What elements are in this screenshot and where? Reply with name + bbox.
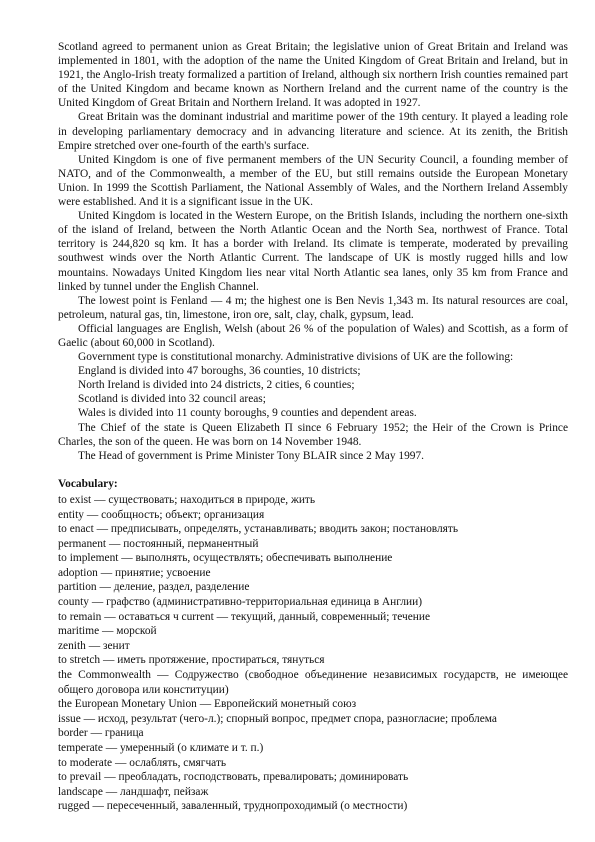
vocabulary-definition: оставаться ч current — текущий, данный, современный; течение: [118, 610, 431, 623]
vocabulary-definition: морской: [116, 625, 157, 638]
vocabulary-item: [58, 508, 568, 523]
vocabulary-item: [58, 770, 568, 785]
vocabulary-term: to remain: [58, 610, 102, 623]
vocabulary-separator: —: [101, 625, 114, 638]
vocabulary-item: [58, 756, 568, 771]
vocabulary-item: [58, 580, 568, 595]
vocabulary-item: [58, 610, 568, 625]
vocabulary-item: [58, 522, 568, 537]
vocabulary-separator: —: [88, 639, 101, 652]
vocabulary-term: partition: [58, 581, 97, 594]
vocabulary-definition: преобладать, господствовать, превалировать; доминировать: [118, 771, 409, 784]
vocabulary-separator: —: [105, 742, 118, 754]
vocabulary-term: to implement: [58, 552, 119, 565]
vocabulary-definition: умеренный (о климате и т. п.): [120, 742, 264, 754]
vocabulary-item: [58, 595, 568, 610]
vocabulary-definition: постоянный, перманентный: [123, 537, 259, 550]
paragraph-scotland-divisions: Scotland is divided into 32 council areas;: [78, 393, 266, 406]
vocabulary-item: [58, 537, 568, 552]
vocabulary-item: [58, 799, 568, 814]
vocabulary-term: issue: [58, 712, 81, 725]
vocabulary-definition: Европейский монетный союз: [213, 698, 357, 711]
vocabulary-item: [58, 726, 568, 741]
vocabulary-definition: Содружество (свободное объединение независимых государств, не имеющее общего договора или конституции): [58, 669, 569, 696]
vocabulary-separator: —: [157, 669, 169, 682]
vocabulary-separator: —: [92, 800, 104, 813]
vocabulary-term: rugged: [58, 800, 90, 813]
vocabulary-definition: графство (административно-территориальная единица в Англии): [106, 596, 423, 609]
vocabulary-term: permanent: [58, 537, 107, 550]
vocabulary-definition: предписывать, определять, устанавливать; вводить закон; постановлять: [110, 523, 459, 536]
vocabulary-separator: —: [99, 581, 111, 594]
vocabulary-term: zenith: [58, 639, 86, 652]
vocabulary-item: [58, 551, 568, 566]
vocabulary-separator: —: [91, 596, 104, 609]
vocabulary-term: border: [58, 727, 88, 740]
paragraph-languages: Official languages are English, Welsh (about 26 % of the population of Wales) and Scottish, as a form of Gaelic (about 60,000 in Scotland).: [58, 322, 568, 349]
vocabulary-term: adoption: [58, 566, 98, 579]
vocabulary-separator: —: [94, 493, 106, 506]
paragraph-geography: United Kingdom is located in the Western Europe, on the British Islands, including the northern one-sixth of the island of Ireland, between the North Atlantic Ocean and the North Sea, northwest of France. Total territory is 244,820 sq km. It has a border with Ireland. Its climate is temperate, moderated by prevailing southwest winds over the North Atlantic Current. The landscape of UK is mostly rugged hills and low mountains. Nowadays United Kingdom lies near vital North Atlantic sea lanes, only 35 km from France and linked by tunnel under the English Channel.: [58, 210, 568, 293]
vocabulary-term: landscape: [58, 785, 103, 798]
vocabulary-separator: —: [108, 537, 121, 550]
vocabulary-definition: зенит: [102, 639, 130, 652]
vocabulary-separator: —: [96, 523, 108, 536]
vocabulary-separator: —: [100, 566, 113, 579]
vocabulary-definition: существовать; находиться в природе, жить: [108, 493, 316, 506]
vocabulary-term: the Commonwealth: [58, 669, 151, 682]
vocabulary-heading: Vocabulary:: [58, 477, 118, 490]
vocabulary-term: maritime: [58, 625, 100, 638]
vocabulary-list: [58, 493, 568, 814]
vocabulary-separator: —: [90, 727, 102, 740]
vocabulary-term: to stretch: [58, 654, 101, 667]
vocabulary-definition: иметь протяжение, простираться, тянуться: [117, 654, 325, 667]
vocabulary-separator: —: [86, 508, 99, 521]
vocabulary-item: [58, 624, 568, 639]
vocabulary-term: to exist: [58, 493, 92, 506]
vocabulary-term: to enact: [58, 523, 94, 536]
vocabulary-item: [58, 566, 568, 581]
vocabulary-item: [58, 493, 568, 508]
paragraph-international-membership: United Kingdom is one of five permanent members of the UN Security Council, a founding member of NATO, and of the Commonwealth, a member of the EU, but still remains outside the European Monetary Union. In 1999 the Scottish Parliament, the National Assembly of Wales, and the Northern Ireland Assembly were established. And it is a significant issue in the UK.: [58, 153, 568, 209]
paragraph-government-type: Government type is constitutional monarchy. Administrative divisions of UK are the following:: [78, 351, 514, 364]
vocabulary-item: [58, 668, 568, 697]
vocabulary-definition: деление, раздел, разделение: [113, 581, 250, 594]
vocabulary-separator: —: [199, 698, 212, 711]
vocabulary-definition: сообщность; объект; организация: [101, 508, 265, 521]
vocabulary-term: entity: [58, 508, 84, 521]
vocabulary-separator: —: [102, 654, 115, 667]
paragraph-england-divisions: England is divided into 47 boroughs, 36 counties, 10 districts;: [78, 365, 361, 378]
vocabulary-item: [58, 639, 568, 654]
document-page: [58, 40, 568, 814]
vocabulary-term: to prevail: [58, 771, 102, 784]
paragraph-north-ireland-divisions: North Ireland is divided into 24 districts, 2 cities, 6 counties;: [78, 379, 355, 392]
vocabulary-definition: ландшафт, пейзаж: [120, 785, 209, 798]
paragraph-union-history: Scotland agreed to permanent union as Great Britain; the legislative union of Great Britain and Ireland was implemented in 1801, with the adoption of the name the United Kingdom of Great Britain and Ireland, but in 1921, the Anglo-Irish treaty formalized a partition of Ireland, although six northern Irish counties remained part of the United Kingdom and became known as Northern Ireland and the current name of the country is the United Kingdom of Great Britain and Northern Ireland. It was adopted in 1927.: [58, 41, 568, 110]
vocabulary-definition: принятие; усвоение: [114, 566, 211, 579]
paragraph-elevation-resources: The lowest point is Fenland — 4 m; the highest one is Ben Nevis 1,343 m. Its natural resources are coal, petroleum, natural gas, tin, limestone, iron ore, salt, clay, chalk, gypsum, lead.: [58, 294, 568, 321]
vocabulary-separator: —: [114, 756, 127, 769]
vocabulary-separator: —: [83, 712, 96, 725]
vocabulary-item: [58, 653, 568, 668]
vocabulary-definition: граница: [104, 727, 144, 740]
vocabulary-definition: выполнять, осуществлять; обеспечивать выполнение: [135, 552, 393, 565]
vocabulary-separator: —: [104, 771, 116, 784]
paragraph-head-of-government: The Head of government is Prime Minister Tony BLAIR since 2 May 1997.: [78, 449, 425, 462]
vocabulary-item: [58, 785, 568, 800]
vocabulary-term: the European Monetary Union: [58, 698, 197, 711]
vocabulary-definition: пересеченный, заваленный, труднопроходимый (о местности): [106, 800, 408, 813]
paragraph-wales-divisions: Wales is divided into 11 county boroughs, 9 counties and dependent areas.: [78, 407, 417, 420]
vocabulary-separator: —: [105, 785, 118, 798]
vocabulary-separator: —: [104, 610, 116, 623]
vocabulary-definition: исход, результат (чего-л.); спорный вопрос, предмет спора, разногласие; проблема: [97, 712, 497, 725]
vocabulary-term: county: [58, 596, 90, 609]
vocabulary-separator: —: [121, 552, 133, 565]
vocabulary-definition: ослаблять, смягчать: [129, 756, 227, 769]
paragraph-maritime-power: Great Britain was the dominant industrial and maritime power of the 19th century. It played a leading role in developing parliamentary democracy and in advancing literature and science. At its zenith, the British Empire stretched over one-fourth of the earth's surface.: [58, 111, 568, 152]
vocabulary-item: [58, 712, 568, 727]
paragraph-chief-of-state: The Chief of the state is Queen Elizabeth П since 6 February 1952; the Heir of the Crown is Prince Charles, the son of the queen. He was born on 14 November 1948.: [58, 421, 568, 448]
vocabulary-term: to moderate: [58, 756, 113, 769]
vocabulary-item: [58, 697, 568, 712]
vocabulary-term: temperate: [58, 742, 103, 754]
vocabulary-item: [58, 741, 568, 756]
